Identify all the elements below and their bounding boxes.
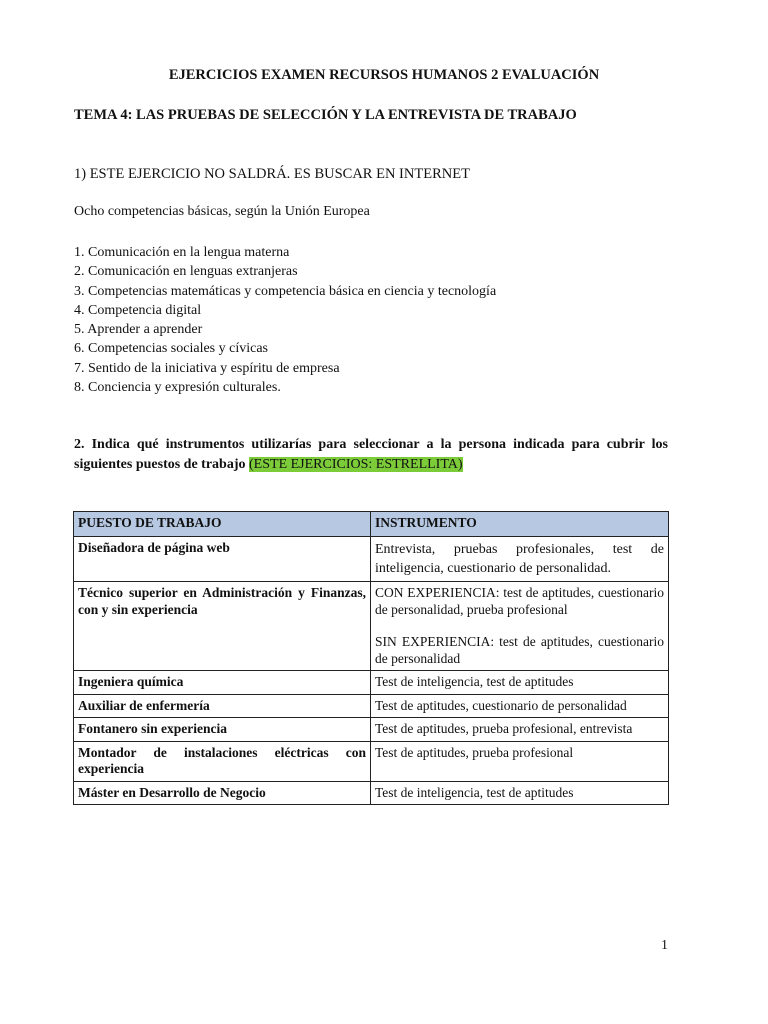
list-item: 6. Competencias sociales y cívicas [74, 341, 268, 357]
cell-instrument: Test de aptitudes, cuestionario de personalidad [371, 694, 669, 718]
page-number: 1 [661, 938, 668, 953]
table-row [74, 741, 669, 781]
cell-instrument: Test de inteligencia, test de aptitudes [371, 781, 669, 805]
cell-instrument-text: SIN EXPERIENCIA: test de aptitudes, cuestionario de personalidad [375, 634, 664, 666]
list-item: 1. Comunicación en la lengua materna [74, 245, 290, 260]
cell-position: Máster en Desarrollo de Negocio [74, 781, 371, 805]
cell-instrument: Test de inteligencia, test de aptitudes [371, 671, 669, 695]
table-row [74, 781, 669, 805]
header-position: PUESTO DE TRABAJO [74, 512, 371, 537]
topic-heading: TEMA 4: LAS PRUEBAS DE SELECCIÓN Y LA ENTREVISTA DE TRABAJO [74, 107, 577, 123]
cell-position: Montador de instalaciones eléctricas con experiencia [74, 741, 371, 781]
competencies-list [74, 243, 496, 397]
cell-instrument [371, 537, 669, 582]
table-row [74, 582, 669, 671]
table-row [74, 718, 669, 742]
cell-position: Fontanero sin experiencia [74, 718, 371, 742]
question-2-text: 2. Indica qué instrumentos utilizarías para seleccionar a la persona indicada para cubrir los siguientes puestos de trabajo [74, 437, 668, 472]
cell-instrument: Test de aptitudes, prueba profesional, entrevista [371, 718, 669, 742]
list-item: 7. Sentido de la iniciativa y espíritu de empresa [74, 360, 340, 376]
table-header-row [74, 512, 669, 537]
cell-instrument-text: Entrevista, pruebas profesionales, test de inteligencia, cuestionario de personalidad. [375, 542, 664, 576]
cell-instrument: Test de aptitudes, prueba profesional [371, 741, 669, 781]
question-1: 1) ESTE EJERCICIO NO SALDRÁ. ES BUSCAR EN INTERNET [74, 166, 470, 182]
cell-position: Ingeniera química [74, 671, 371, 695]
cell-instrument [371, 582, 669, 671]
question-2 [74, 435, 668, 475]
list-item: 3. Competencias matemáticas y competencia básica en ciencia y tecnología [74, 283, 497, 299]
document-title: EJERCICIOS EXAMEN RECURSOS HUMANOS 2 EVALUACIÓN [168, 67, 600, 83]
cell-position: Auxiliar de enfermería [74, 694, 371, 718]
table-row [74, 694, 669, 718]
header-instrument: INSTRUMENTO [371, 512, 669, 537]
cell-instrument-text: CON EXPERIENCIA: test de aptitudes, cuestionario de personalidad, prueba profesional [375, 585, 664, 617]
jobs-table [73, 511, 669, 805]
cell-position: Diseñadora de página web [74, 537, 371, 582]
question-2-highlight: (ESTE EJERCICIOS: ESTRELLITA) [249, 457, 463, 472]
intro-text: Ocho competencias básicas, según la Unión Europea [74, 204, 370, 219]
list-item: 2. Comunicación en lenguas extranjeras [74, 264, 298, 280]
list-item: 4. Competencia digital [74, 302, 202, 318]
list-item: 5. Aprender a aprender [74, 322, 203, 338]
spacer [375, 618, 664, 634]
list-item: 8. Conciencia y expresión culturales. [74, 380, 281, 396]
table-row [74, 537, 669, 582]
table-row [74, 671, 669, 695]
cell-position: Técnico superior en Administración y Finanzas, con y sin experiencia [74, 582, 371, 671]
